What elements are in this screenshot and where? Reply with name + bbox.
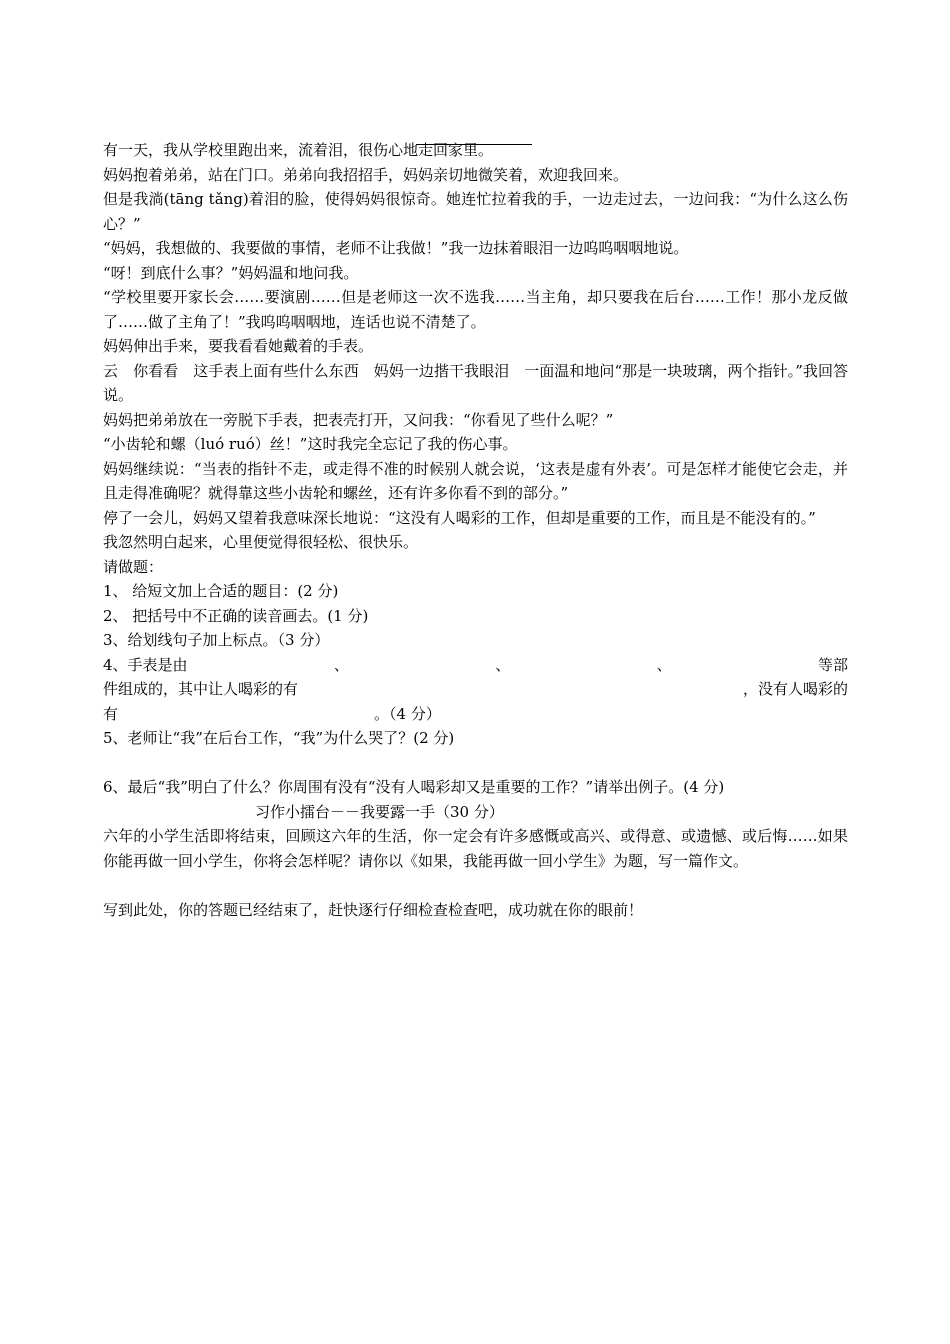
question-5: 5、老师让“我”在后台工作，“我”为什么哭了？(2 分) <box>103 729 455 747</box>
passage-paragraph-6: “学校里要开家长会……要演剧……但是老师这一次不选我……当主角，却只要我在后台……工作！那小龙反做了……做了主角了！”我呜呜咽咽地，连话也说不清楚了。 <box>103 288 848 331</box>
passage-paragraph-8: 云 你看看 这手表上面有些什么东西 妈妈一边揩干我眼泪 一面温和地问“那是一块玻璃，两个指针。”我回答说。 <box>103 361 848 404</box>
question-3: 3、给划线句子加上标点。（3 分） <box>103 631 330 649</box>
question-4-answer-blank[interactable] <box>118 702 374 727</box>
passage-paragraph-2: 妈妈抱着弟弟，站在门口。弟弟向我招招手，妈妈亲切地微笑着，欢迎我回来。 <box>103 165 629 184</box>
passage-paragraph-3: 但是我淌(tāng tǎng)着泪的脸，使得妈妈很惊奇。她连忙拉着我的手，一边走过去，一边问我：“为什么这么伤心？” <box>103 190 848 233</box>
question-4-start: 4、手表是由 <box>103 655 188 674</box>
question-4-line-2-end: ，没有人喝彩的 <box>742 680 848 698</box>
question-4-line-2-start: 件组成的，其中让人喝彩的有 <box>103 680 299 698</box>
passage-paragraph-4: “妈妈，我想做的、我要做的事情，老师不让我做！”我一边抹着眼泪一边呜呜咽咽地说。 <box>103 239 689 257</box>
passage-paragraph-9: 妈妈把弟弟放在一旁脱下手表，把表壳打开，又问我：“你看见了些什么呢？” <box>103 410 614 429</box>
question-4-line-3 <box>103 702 848 727</box>
closing-message: 写到此处，你的答题已经结束了，赶快逐行仔细检查检查吧，成功就在你的眼前！ <box>103 900 644 919</box>
question-2: 2、 把括号中不正确的读音画去。(1 分) <box>103 606 369 625</box>
question-4-sep-2: 、 <box>495 655 511 674</box>
composition-heading: 习作小擂台－－我要露一手（30 分） <box>255 802 504 821</box>
spacer <box>103 873 848 898</box>
question-4-line-3-start: 有 <box>103 704 119 723</box>
passage-paragraph-1: 有一天，我从学校里跑出来，流着泪，很伤心地走回家里。 <box>103 141 494 159</box>
passage-paragraph-11: 妈妈继续说：“当表的指针不走，或走得不准的时候别人就会说，‘这表是虚有外表’。可是怎样才能使它会走，并且走得准确呢？就得靠这些小齿轮和螺丝，还有许多你看不到的部分。” <box>103 459 848 502</box>
passage-paragraph-13: 我忽然明白起来，心里便觉得很轻松、很快乐。 <box>103 533 419 551</box>
question-4-end: 等部 <box>817 655 848 674</box>
passage-paragraph-7: 妈妈伸出手来，要我看看她戴着的手表。 <box>103 337 374 355</box>
passage-paragraph-10: “小齿轮和螺（luó ruó）丝！”这时我完全忘记了我的伤心事。 <box>103 435 518 453</box>
questions-intro: 请做题： <box>103 557 164 576</box>
question-1: 1、 给短文加上合适的题目：(2 分) <box>103 582 339 600</box>
passage-paragraph-12: 停了一会儿，妈妈又望着我意味深长地说：“这没有人喝彩的工作，但却是重要的工作，而且是不能没有的。” <box>103 508 816 527</box>
question-4-line-2 <box>103 677 848 702</box>
question-4-line-1 <box>103 653 848 678</box>
question-4-sep-3: 、 <box>656 655 672 674</box>
exam-page <box>103 138 848 922</box>
question-5-answer-space[interactable] <box>103 751 848 776</box>
passage-paragraph-5: “呀！到底什么事？”妈妈温和地问我。 <box>103 263 359 282</box>
composition-prompt: 六年的小学生活即将结束，回顾这六年的生活，你一定会有许多感慨或高兴、或得意、或遗憾、或后悔……如果你能再做一回小学生，你将会怎样呢？请你以《如果，我能再做一回小学生》为题，写一篇作文。 <box>103 827 848 870</box>
question-6: 6、最后“我”明白了什么？你周围有没有“没有人喝彩却又是重要的工作？”请举出例子。(4 分) <box>103 778 725 796</box>
question-4-sep-1: 、 <box>333 655 349 674</box>
question-4-line-3-end: 。（4 分） <box>374 704 441 723</box>
